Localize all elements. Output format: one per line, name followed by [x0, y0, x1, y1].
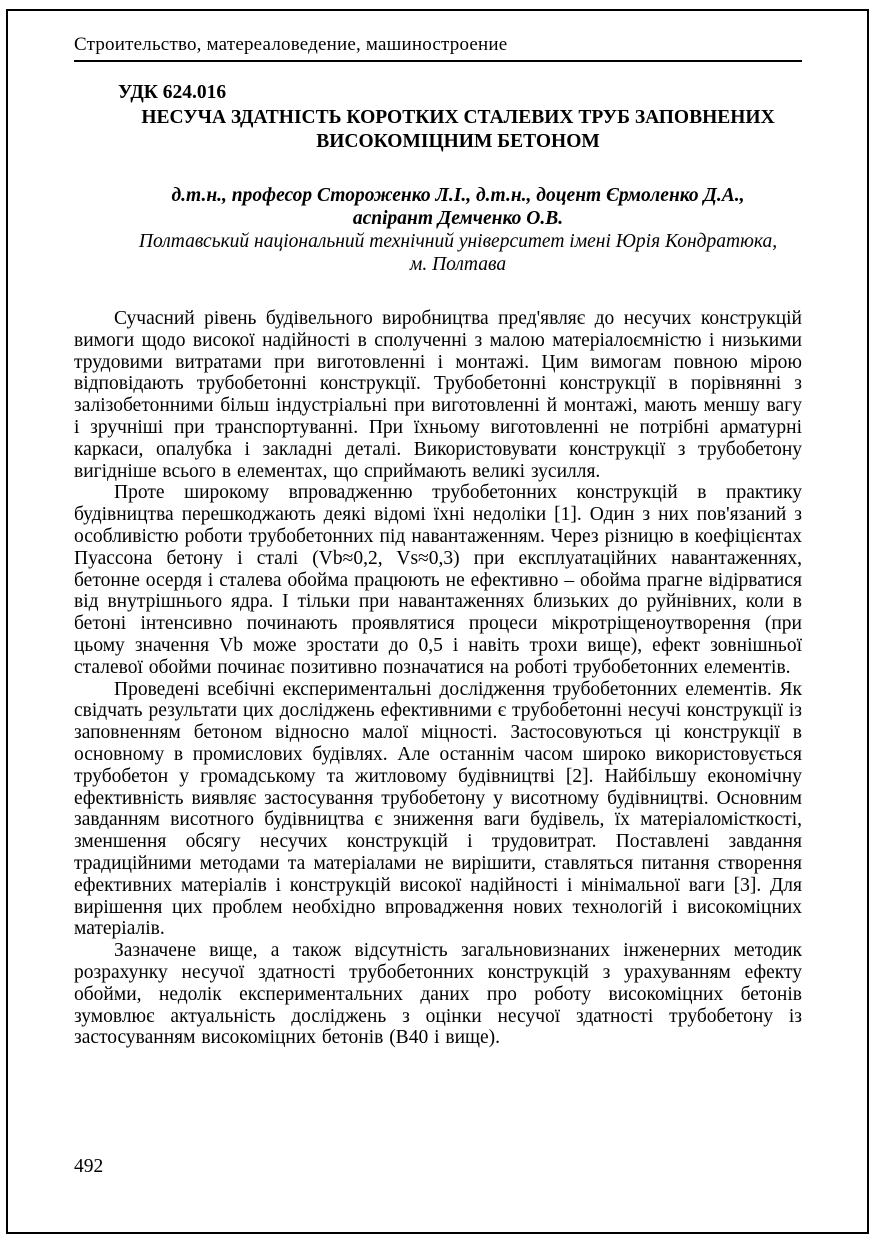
article-head — [74, 82, 802, 276]
udc-number: УДК 624.016 — [118, 82, 227, 103]
page-content — [74, 34, 802, 1200]
article-title-line1: НЕСУЧА ЗДАТНІСТЬ КОРОТКИХ СТАЛЕВИХ ТРУБ ЗАПОВНЕНИХ — [141, 107, 775, 128]
affiliation-line1: Полтавський національний технічний університет імені Юрія Кондратюка, — [138, 231, 778, 252]
affiliation-line2: м. Полтава — [409, 254, 507, 275]
authors-line1: д.т.н., професор Стороженко Л.І., д.т.н., доцент Єрмоленко Д.А., — [171, 185, 745, 206]
paragraph: Проте широкому впровадженню трубобетонних конструкцій в практику будівництва перешкоджають деякі відомі їхні недоліки [1]. Один з них пов'язаний з особливістю роботи трубобетонних під навантаженням. Через різницю в коефіцієнтах Пуассона бетону і сталі (Vb≈0,2, Vs≈0,3) при експлуатаційних навантаженнях, бетонне осердя і сталева обойма працюють не ефективно – обойма прагне відірватися від внутрішнього ядра. І тільки при навантаженнях близьких до руйнівних, коли в бетоні інтенсивно починають проявлятися процеси мікротріщеноутворення (при цьому значення Vb може зростати до 0,5 і навіть трохи вище), ефект зовнішньої сталевої обойми починає позитивно позначатися на роботі трубобетонних елементів. — [74, 482, 802, 678]
article-body — [74, 308, 802, 1049]
paragraph: Зазначене вище, а також відсутність загальновизнаних інженерних методик розрахунку несучої здатності трубобетонних конструкцій з урахуванням ефекту обойми, недолік експериментальних даних про роботу високоміцних бетонів зумовлює актуальність досліджень з оцінки несучої здатності трубобетону із застосуванням високоміцних бетонів (В40 і вище). — [74, 940, 802, 1049]
running-head — [74, 34, 802, 60]
article-title-line2: ВИСОКОМІЦНИМ БЕТОНОМ — [316, 131, 600, 152]
authors — [118, 184, 798, 230]
paragraph: Проведені всебічні експериментальні дослідження трубобетонних елементів. Як свідчать результати цих досліджень ефективними є трубобетонні несучі конструкції із заповненням бетоном відносно малої міцності. Застосовуються ці конструкції в основному в промислових будівлях. Але останнім часом широко використовується трубобетон у громадському та житловому будівництві [2]. Найбільшу економічну ефективність виявляє застосування трубобетону у висотному будівництві. Основним завданням висотного будівництва є зниження ваги будівель, їх матеріаломісткості, зменшення обсягу несучих конструкцій і трудовитрат. Поставлені завдання традиційними методами та матеріалами не вирішити, ставляться питання створення ефективних матеріалів і конструкцій високої надійності і мінімальної ваги [3]. Для вирішення цих проблем необхідно впровадження нових технологій і високоміцних матеріалів. — [74, 678, 802, 940]
affiliation — [118, 230, 798, 276]
header-rule — [74, 60, 802, 62]
page-number: 492 — [74, 1156, 104, 1177]
running-head-text: Строительство, матереаловедение, машиностроение — [74, 34, 508, 55]
paragraph: Сучасний рівень будівельного виробництва пред'являє до несучих конструкцій вимоги щодо високої надійності в сполученні з малою матеріалоємністю і низькими трудовими витратами при виготовленні і монтажі. Цим вимогам повною мірою відповідають трубобетонні конструкції. Трубобетонні конструкції в порівнянні з залізобетонними більш індустріальні при виготовленні й монтажі, мають меншу вагу і зручніші при транспортуванні. При їхньому виготовленні не потрібні арматурні каркаси, опалубка і закладні деталі. Використовувати конструкції з трубобетону вигідніше всього в елементах, що сприймають великі зусилля. — [74, 308, 802, 482]
authors-line2: аспірант Демченко О.В. — [352, 208, 564, 229]
article-title — [118, 106, 798, 154]
